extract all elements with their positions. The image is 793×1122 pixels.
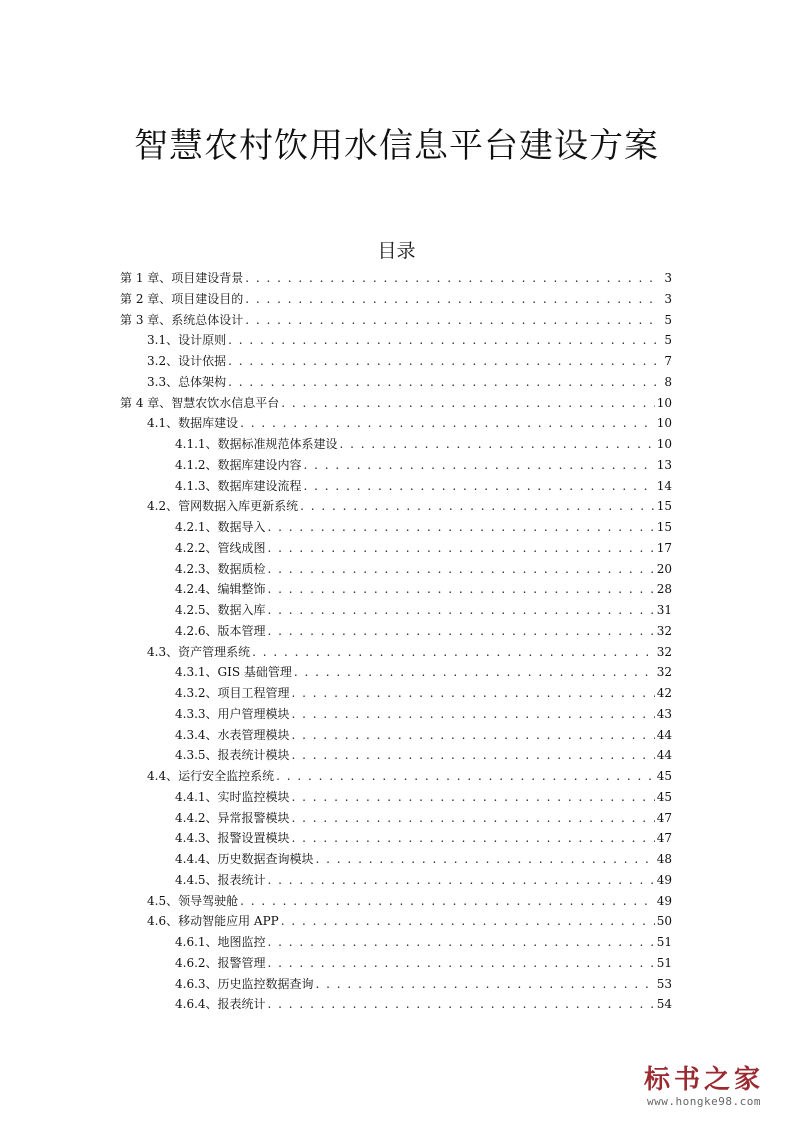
toc-dot-leader bbox=[245, 268, 660, 289]
toc-dot-leader bbox=[292, 787, 655, 808]
toc-entry[interactable] bbox=[0, 828, 793, 849]
toc-entry-page: 15 bbox=[656, 499, 672, 514]
toc-entry[interactable] bbox=[0, 268, 793, 289]
toc-entry-page: 32 bbox=[656, 623, 672, 638]
toc-dot-leader bbox=[300, 496, 655, 517]
watermark-logo: 标书之家 bbox=[643, 1065, 764, 1095]
toc-entry-label: 4.6.4、报表统计 bbox=[175, 997, 266, 1012]
toc-entry[interactable] bbox=[0, 517, 793, 538]
toc-entry-label: 第 2 章、项目建设目的 bbox=[120, 291, 244, 306]
toc-dot-leader bbox=[292, 828, 655, 849]
toc-entry[interactable] bbox=[0, 600, 793, 621]
toc-entry-label: 4.5、领导驾驶舱 bbox=[147, 893, 239, 908]
toc-dot-leader bbox=[268, 600, 655, 621]
toc-entry[interactable] bbox=[0, 330, 793, 351]
toc-entry-label: 4.1、数据库建设 bbox=[147, 416, 239, 431]
toc-entry-page: 7 bbox=[664, 354, 672, 368]
toc-entry-label: 4.3.1、GIS 基础管理 bbox=[175, 665, 292, 680]
toc-entry-page: 45 bbox=[656, 769, 672, 783]
toc-entry-page: 14 bbox=[656, 478, 672, 493]
toc-entry[interactable] bbox=[0, 289, 793, 310]
toc-entry-label: 4.4.5、报表统计 bbox=[175, 872, 266, 887]
toc-entry[interactable] bbox=[0, 745, 793, 766]
toc-entry-label: 4.3.3、用户管理模块 bbox=[175, 706, 290, 721]
toc-entry-label: 3.1、设计原则 bbox=[147, 333, 227, 348]
toc-entry-label: 第 4 章、智慧农饮水信息平台 bbox=[120, 395, 280, 410]
toc-entry-label: 4.2.1、数据导入 bbox=[175, 520, 266, 534]
toc-dot-leader bbox=[292, 725, 655, 746]
toc-entry-page: 42 bbox=[656, 686, 672, 700]
toc-entry-label: 4.3.2、项目工程管理 bbox=[175, 686, 290, 700]
toc-entry[interactable] bbox=[0, 849, 793, 870]
toc-entry-label: 4.2.2、管线成图 bbox=[175, 540, 266, 555]
toc-dot-leader bbox=[292, 704, 655, 725]
toc-dot-leader bbox=[268, 559, 655, 580]
toc-entry-page: 49 bbox=[656, 872, 672, 887]
toc-dot-leader bbox=[268, 932, 655, 953]
document-title: 智慧农村饮用水信息平台建设方案 bbox=[134, 126, 659, 166]
table-of-contents bbox=[0, 268, 793, 1015]
toc-entry-label: 4.2.4、编辑整饰 bbox=[175, 582, 266, 597]
toc-entry-label: 4.6.3、历史监控数据查询 bbox=[175, 976, 314, 991]
toc-dot-leader bbox=[292, 808, 655, 829]
toc-entry-label: 4.6.1、地图监控 bbox=[175, 935, 266, 949]
toc-entry-page: 10 bbox=[656, 416, 672, 431]
toc-dot-leader bbox=[281, 911, 655, 932]
toc-dot-leader bbox=[304, 476, 655, 497]
toc-entry[interactable] bbox=[0, 683, 793, 704]
toc-entry[interactable] bbox=[0, 413, 793, 434]
toc-entry-page: 28 bbox=[656, 582, 672, 597]
toc-dot-leader bbox=[240, 891, 655, 912]
toc-entry-label: 4.4.4、历史数据查询模块 bbox=[175, 852, 314, 866]
toc-entry-page: 15 bbox=[656, 520, 672, 534]
toc-entry[interactable] bbox=[0, 393, 793, 414]
toc-entry-page: 44 bbox=[656, 727, 672, 742]
toc-dot-leader bbox=[276, 766, 655, 787]
toc-entry-label: 4.4.3、报警设置模块 bbox=[175, 831, 290, 846]
toc-entry[interactable] bbox=[0, 351, 793, 372]
toc-dot-leader bbox=[292, 683, 655, 704]
toc-dot-leader bbox=[281, 393, 654, 414]
toc-dot-leader bbox=[268, 579, 655, 600]
toc-entry-label: 4.3、资产管理系统 bbox=[147, 644, 251, 659]
toc-entry-label: 4.4、运行安全监控系统 bbox=[147, 769, 275, 783]
toc-entry-page: 47 bbox=[656, 810, 672, 825]
toc-entry[interactable] bbox=[0, 310, 793, 331]
watermark-url: www.hongke98.com bbox=[647, 1095, 761, 1108]
toc-dot-leader bbox=[268, 870, 655, 891]
toc-entry-label: 第 3 章、系统总体设计 bbox=[120, 312, 244, 327]
toc-entry[interactable] bbox=[0, 994, 793, 1015]
toc-entry-page: 32 bbox=[656, 644, 672, 659]
toc-entry-page: 31 bbox=[656, 603, 672, 617]
toc-dot-leader bbox=[316, 974, 655, 995]
toc-entry[interactable] bbox=[0, 766, 793, 787]
toc-entry-page: 49 bbox=[656, 893, 672, 908]
toc-entry-page: 3 bbox=[664, 271, 672, 285]
toc-dot-leader bbox=[316, 849, 655, 870]
toc-entry-page: 53 bbox=[656, 976, 672, 991]
toc-entry[interactable] bbox=[0, 787, 793, 808]
watermark bbox=[629, 1065, 779, 1108]
toc-dot-leader bbox=[294, 662, 655, 683]
toc-dot-leader bbox=[228, 372, 660, 393]
toc-entry[interactable] bbox=[0, 725, 793, 746]
toc-entry[interactable] bbox=[0, 476, 793, 497]
toc-entry-label: 4.6、移动智能应用 APP bbox=[147, 914, 279, 929]
toc-entry-page: 5 bbox=[664, 312, 672, 327]
toc-entry-page: 32 bbox=[656, 665, 672, 680]
toc-dot-leader bbox=[304, 455, 655, 476]
toc-dot-leader bbox=[245, 289, 660, 310]
toc-entry-label: 4.4.2、异常报警模块 bbox=[175, 810, 290, 825]
toc-entry-page: 47 bbox=[656, 831, 672, 846]
toc-entry[interactable] bbox=[0, 455, 793, 476]
toc-entry-page: 45 bbox=[656, 789, 672, 804]
toc-entry-label: 第 1 章、项目建设背景 bbox=[120, 271, 244, 285]
toc-entry-page: 13 bbox=[656, 457, 672, 472]
toc-dot-leader bbox=[268, 621, 655, 642]
toc-entry[interactable] bbox=[0, 372, 793, 393]
toc-entry-label: 3.2、设计依据 bbox=[147, 354, 227, 368]
toc-entry[interactable] bbox=[0, 704, 793, 725]
toc-entry[interactable] bbox=[0, 911, 793, 932]
toc-dot-leader bbox=[268, 538, 655, 559]
toc-entry-page: 5 bbox=[664, 333, 672, 348]
toc-entry-page: 43 bbox=[656, 706, 672, 721]
toc-entry-label: 4.1.2、数据库建设内容 bbox=[175, 457, 302, 472]
toc-entry-label: 4.2.6、版本管理 bbox=[175, 623, 266, 638]
toc-entry[interactable] bbox=[0, 642, 793, 663]
toc-entry-page: 54 bbox=[656, 997, 672, 1012]
toc-entry-page: 48 bbox=[656, 852, 672, 866]
toc-entry[interactable] bbox=[0, 662, 793, 683]
toc-entry-label: 4.2.3、数据质检 bbox=[175, 561, 266, 576]
toc-entry[interactable] bbox=[0, 621, 793, 642]
toc-dot-leader bbox=[268, 994, 655, 1015]
toc-entry-page: 51 bbox=[656, 935, 672, 949]
toc-entry[interactable] bbox=[0, 870, 793, 891]
toc-entry[interactable] bbox=[0, 808, 793, 829]
toc-heading: 目录 bbox=[377, 240, 416, 262]
toc-entry-page: 17 bbox=[656, 540, 672, 555]
toc-entry-label: 4.1.1、数据标准规范体系建设 bbox=[175, 437, 338, 451]
toc-dot-leader bbox=[240, 413, 655, 434]
toc-entry[interactable] bbox=[0, 953, 793, 974]
toc-dot-leader bbox=[268, 953, 655, 974]
toc-entry-label: 4.2、管网数据入库更新系统 bbox=[147, 499, 299, 514]
toc-entry-label: 4.2.5、数据入库 bbox=[175, 603, 266, 617]
toc-entry[interactable] bbox=[0, 891, 793, 912]
toc-dot-leader bbox=[268, 517, 655, 538]
toc-entry-page: 10 bbox=[656, 395, 672, 410]
toc-entry-label: 3.3、总体架构 bbox=[147, 374, 227, 389]
toc-entry-page: 44 bbox=[656, 748, 672, 763]
toc-dot-leader bbox=[228, 351, 660, 372]
toc-dot-leader bbox=[340, 434, 655, 455]
toc-entry-label: 4.3.5、报表统计模块 bbox=[175, 748, 290, 763]
toc-dot-leader bbox=[228, 330, 660, 351]
toc-entry-page: 50 bbox=[656, 914, 672, 929]
toc-entry[interactable] bbox=[0, 538, 793, 559]
toc-entry-page: 8 bbox=[664, 374, 672, 389]
toc-entry[interactable] bbox=[0, 974, 793, 995]
toc-entry[interactable] bbox=[0, 932, 793, 953]
toc-entry-label: 4.6.2、报警管理 bbox=[175, 955, 266, 970]
toc-entry-label: 4.1.3、数据库建设流程 bbox=[175, 478, 302, 493]
toc-entry-page: 10 bbox=[656, 437, 672, 451]
toc-entry-page: 3 bbox=[664, 291, 672, 306]
toc-entry-label: 4.3.4、水表管理模块 bbox=[175, 727, 290, 742]
toc-dot-leader bbox=[252, 642, 655, 663]
toc-entry[interactable] bbox=[0, 579, 793, 600]
toc-dot-leader bbox=[245, 310, 660, 331]
toc-entry-label: 4.4.1、实时监控模块 bbox=[175, 789, 290, 804]
toc-entry-page: 20 bbox=[656, 561, 672, 576]
toc-entry[interactable] bbox=[0, 496, 793, 517]
toc-entry-page: 51 bbox=[656, 955, 672, 970]
toc-dot-leader bbox=[292, 745, 655, 766]
toc-entry[interactable] bbox=[0, 559, 793, 580]
toc-entry[interactable] bbox=[0, 434, 793, 455]
